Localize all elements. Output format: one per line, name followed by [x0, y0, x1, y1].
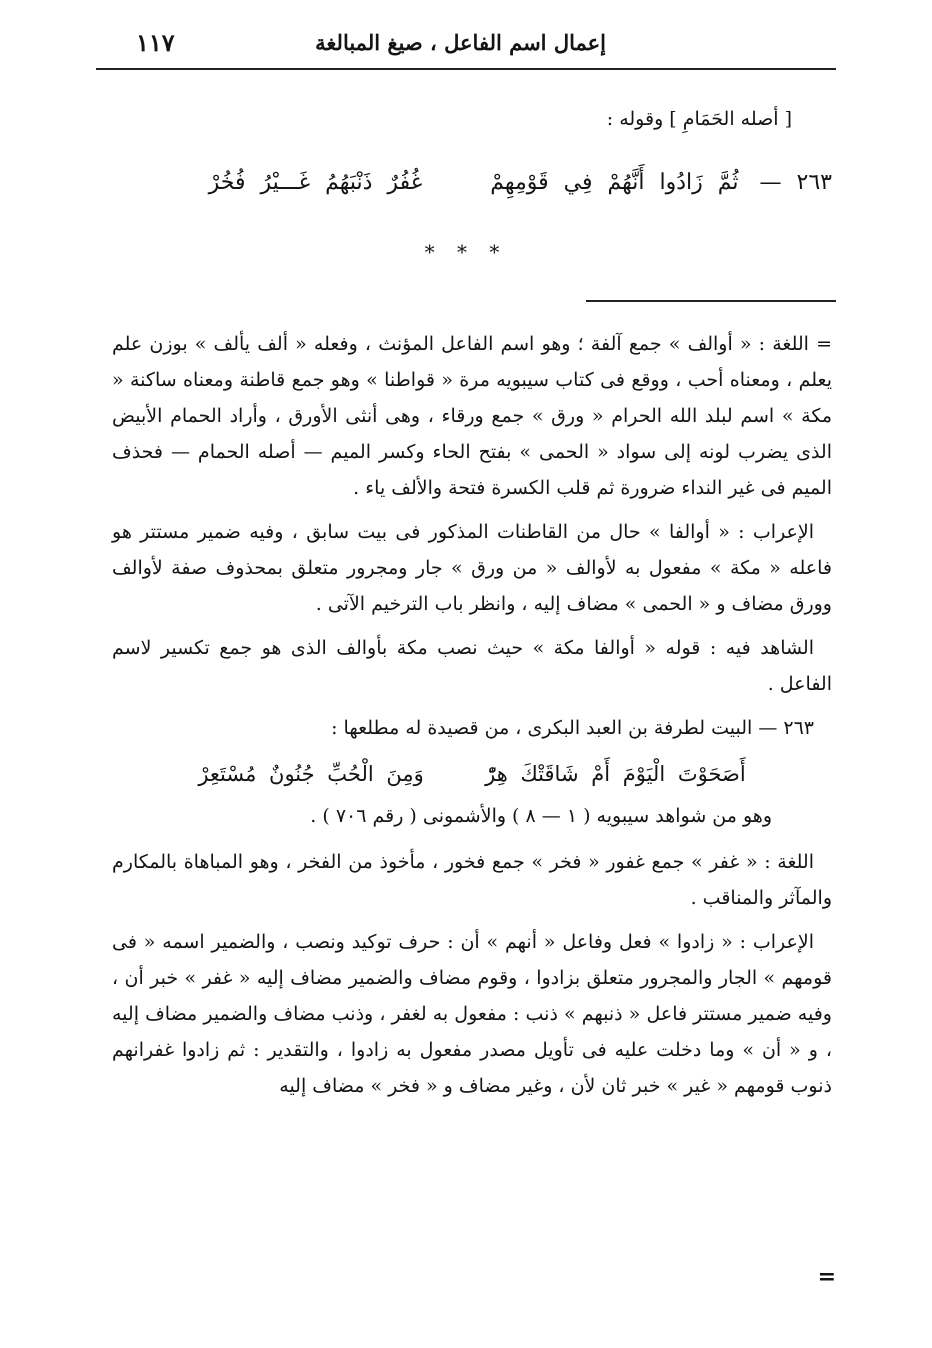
verse-number: ٢٦٣ — — [759, 170, 832, 195]
footnote-lugha-1: = اللغة : « أوالف » جمع آلفة ؛ وهو اسم الفاعل المؤنث ، وفعله « ألف يألف » بوزن علم يعلم ، ومعناه أحب ، ووقع فى كتاب سيبويه مرة « قواطنا » وهو جمع قاطنة ومعناه ساكنة « مكة » اسم لبلد الله الحرام « ورق » جمع ورقاء ، وهى أنثى الأورق ، وأراد الحمام الأبيض الذى يضرب لونه إلى سواد « الحمى » بفتح الحاء وكسر الميم — أصله الحمام — فحذف الميم فى غير النداء ضرورة ثم قلب الكسرة فتحة والألف ياء . — [112, 333, 832, 499]
verse-first-hemistich: ثُمَّ زَادُوا أَنَّهُمْ فِي قَوْمِهِمْ — [490, 170, 739, 195]
page-header — [96, 24, 836, 70]
footnotes — [112, 326, 832, 1112]
footnote-shahid-1: الشاهد فيه : قوله « أوالفا مكة » حيث نصب مكة بأوالف الذى هو جمع تكسير لاسم الفاعل . — [112, 637, 832, 695]
verse-second-hemistich: غُفُرٌ ذَنْبَهُمُ غَـــيْرُ فُخُرْ — [208, 170, 423, 195]
continuation-mark: = — [817, 1264, 836, 1290]
footnote-irab-1: الإعراب : « أوالفا » حال من القاطنات المذكور فى بيت سابق ، وفيه ضمير مستتر هو فاعله « مكة » مفعول به لأوالف « من ورق » جار ومجرور متعلق بمحذوف صفة لأوالف وورق مضاف و « الحمى » مضاف إليه ، وانظر باب الترخيم الآتى . — [112, 521, 832, 615]
footnote-attribution: ٢٦٣ — البيت لطرفة بن العبد البكرى ، من قصيدة له مطلعها : — [331, 717, 814, 739]
footnote-source: وهو من شواهد سيبويه ( ١ — ٨ ) والأشمونى ( رقم ٧٠٦ ) . — [310, 805, 772, 827]
verse-263 — [209, 170, 832, 195]
footnote-irab-2: الإعراب : « زادوا » فعل وفاعل « أنهم » أن : حرف توكيد ونصب ، والضمير اسمه « فى قومهم » الجار والمجرور متعلق بزادوا ، وقوم مضاف والضمير مضاف إليه « غفر » خبر أن ، وفيه ضمير مستتر فاعل « ذنبهم » ذنب : مفعول به لغفر ، وذنب مضاف والضمير مضاف إليه ، و « أن » وما دخلت عليه فى تأويل مصدر مفعول به زادوا ، والتقدير : ثم زادوا غفرانهم ذنوب قومهم « غير » خبر ثان لأن ، وغير مضاف و « فخر » مضاف إليه — [112, 931, 832, 1097]
verse-intro: [ أصله الحَمَامِ ] وقوله : — [606, 108, 792, 130]
footnote-lugha-2: اللغة : « غفر » جمع غفور « فخر » جمع فخور ، مأخوذ من الفخر ، وهو المباهاة بالمكارم والمآثر والمناقب . — [112, 851, 832, 909]
footnote-rule — [586, 300, 836, 302]
opening-verse — [112, 754, 832, 794]
page-number: ١١٧ — [136, 28, 175, 57]
opening-verse-first: أَصَحَوْتَ الْيَوْمَ أَمْ شَاقَتْكَ هِرّْ — [485, 762, 746, 786]
section-separator: * * * — [424, 240, 508, 264]
running-title: إعمال اسم الفاعل ، صيغ المبالغة — [315, 30, 606, 55]
opening-verse-second: وَمِنَ الْحُبِّ جُنُونٌ مُسْتَعِرْ — [198, 762, 424, 786]
